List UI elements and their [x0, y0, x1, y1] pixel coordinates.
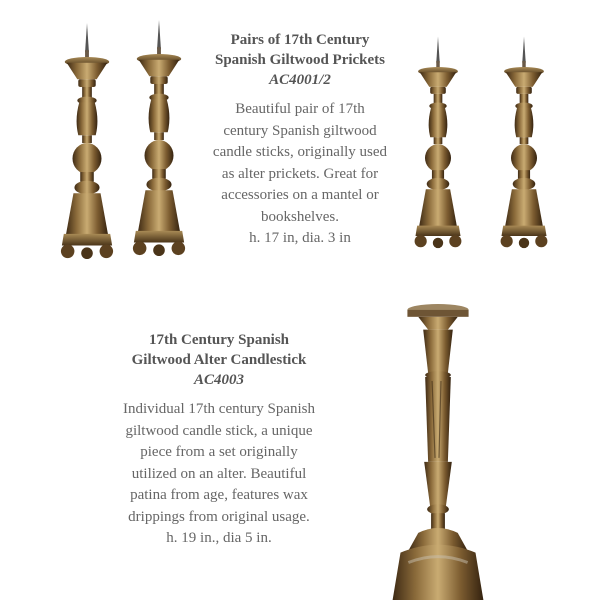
description-line: giltwood candle stick, a unique [125, 422, 313, 439]
product-dimensions: h. 17 in, dia. 3 in [249, 230, 351, 246]
product-ac4003-info [108, 330, 330, 550]
description-line: candle sticks, originally used [212, 144, 388, 160]
description-line: Beautiful pair of 17th [235, 101, 365, 117]
pricket-candlestick-left-1 [58, 20, 116, 268]
pricket-candlestick-right-2 [498, 30, 550, 260]
product-dimensions: h. 19 in., dia 5 in. [166, 530, 272, 546]
product-title-line1: Pairs of 17th Century [230, 32, 370, 48]
product-code: AC4003 [193, 372, 244, 388]
product-title-line2: Spanish Giltwood Prickets [214, 52, 386, 68]
product-description [195, 99, 405, 250]
description-line: as alter prickets. Great for [221, 165, 379, 182]
product-title-line1: 17th Century Spanish [148, 332, 290, 348]
description-line: patina from age, features wax [130, 487, 308, 503]
description-line: accessories on a mantel or [221, 187, 379, 203]
pricket-candlestick-right-1 [412, 30, 464, 260]
description-line: drippings from original usage. [128, 508, 310, 525]
description-line: century Spanish giltwood [223, 122, 377, 139]
pricket-candlestick-left-2 [130, 14, 188, 268]
description-line: Individual 17th century Spanish [122, 401, 316, 417]
product-ac4001-info [195, 30, 405, 250]
product-description [108, 399, 330, 550]
description-line: piece from a set originally [140, 444, 298, 460]
single-candlestick-image [388, 304, 488, 600]
product-title-line2: Giltwood Alter Candlestick [131, 352, 307, 368]
product-code: AC4001/2 [269, 72, 331, 88]
description-line: utilized on an alter. Beautiful [131, 465, 307, 482]
description-line: bookshelves. [261, 208, 339, 225]
